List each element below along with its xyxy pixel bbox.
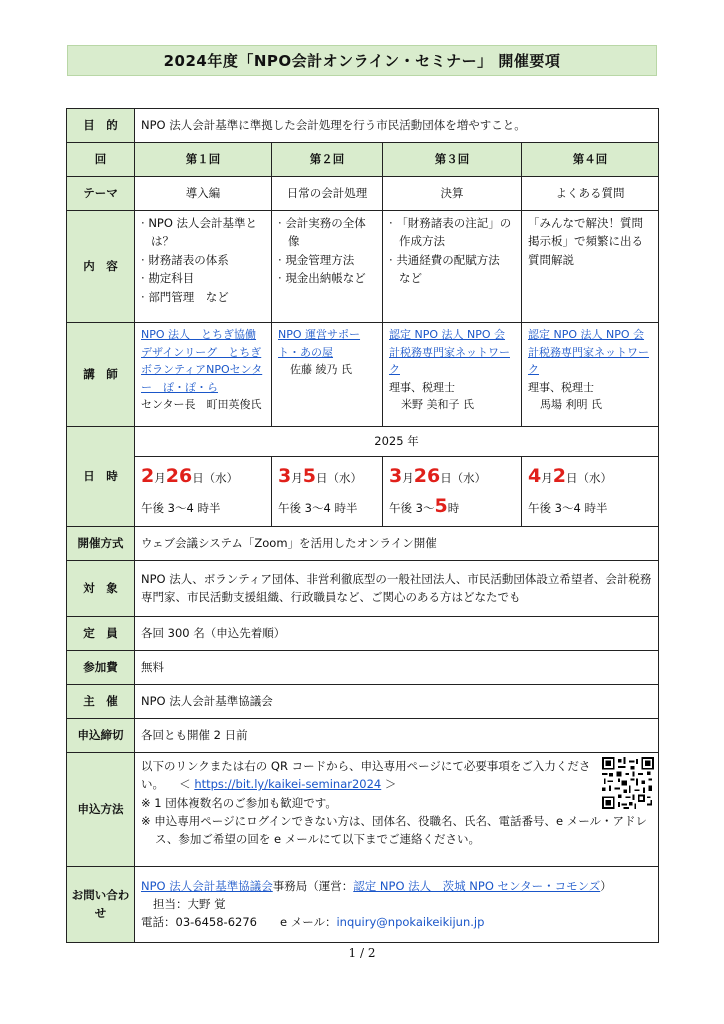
content-3-item: · 「財務諸表の注記」の作成方法: [389, 216, 512, 249]
note-mark: ※: [141, 813, 151, 828]
lecturer-3: [383, 323, 522, 427]
content-row: [67, 211, 659, 323]
date-1: [135, 457, 272, 527]
date-2-day: 5: [302, 465, 316, 487]
apply-note-1: [141, 794, 652, 812]
lecturer-1: [135, 323, 272, 427]
apply-line1: 以下のリンクまたは右の QR コードから、申込専用ページにて必要事項をご入力ください。: [141, 758, 591, 792]
lecturer-3-role: 理事、税理士: [389, 380, 455, 394]
page-title: [67, 45, 657, 76]
contact-email-link[interactable]: inquiry@npokaikeikijun.jp: [336, 915, 485, 930]
lecturer-4-role: 理事、税理士: [528, 380, 594, 394]
lecturer-label: 講 師: [67, 323, 135, 427]
date-label: 日 時: [67, 427, 135, 527]
seminar-table: [66, 108, 659, 943]
content-2: [272, 211, 383, 323]
lecturer-2: [272, 323, 383, 427]
apply-cell: [135, 752, 659, 866]
content-1: [135, 211, 272, 323]
apply-note-1-text: 1 団体複数名のご参加も歓迎です。: [154, 795, 337, 810]
lecturer-2-org[interactable]: NPO 運営サポート・あの屋: [278, 328, 361, 359]
date-2-time: 午後 3～4 時半: [278, 501, 358, 516]
theme-3: 決算: [383, 177, 522, 211]
date-4-day-unit: 日（水）: [565, 471, 612, 485]
date-4: [522, 457, 659, 527]
content-1-item-text: 勘定科目: [148, 271, 195, 286]
lecturer-row: [67, 323, 659, 427]
lecturer-1-person: センター長 町田英俊氏: [141, 398, 262, 412]
contact-operator-close: ）: [600, 878, 612, 893]
date-3: [383, 457, 522, 527]
content-1-item: · NPO 法人会計基準とは？: [141, 216, 258, 249]
content-2-item: · 現金出納帳など: [278, 271, 366, 286]
theme-2: 日常の会計処理: [272, 177, 383, 211]
contact-org-line: [141, 877, 652, 895]
fee-row: [67, 650, 659, 684]
lecturer-1-org[interactable]: NPO 法人 とちぎ協働デザインリーグ とちぎボランティアNPOセンター ぽ・ぽ・ら: [141, 328, 263, 394]
content-1-item-text: 財務諸表の体系: [148, 252, 229, 267]
content-1-item: · 財務諸表の体系: [141, 252, 229, 267]
organizer-text: NPO 法人会計基準協議会: [135, 684, 659, 718]
content-2-item-text: 現金出納帳など: [285, 271, 366, 286]
contact-person: 担当：大野 覚: [153, 897, 226, 912]
organizer-label: 主 催: [67, 684, 135, 718]
apply-note-2-text: 申込専用ページにログインできない方は、団体名、役職名、氏名、電話番号、e メール・アドレス、参加ご希望の回を e メールにて以下までご連絡ください。: [154, 813, 647, 847]
target-row: [67, 560, 659, 616]
format-label: 開催方式: [67, 526, 135, 560]
session-1-header: 第１回: [135, 143, 272, 177]
date-3-time-accent: 5: [434, 495, 448, 518]
contact-cell: [135, 866, 659, 942]
date-3-time-suffix: 時: [447, 501, 460, 516]
content-2-item: · 会計実務の全体像: [278, 216, 366, 249]
session-2-header: 第２回: [272, 143, 383, 177]
content-label: 内 容: [67, 211, 135, 323]
purpose-text: NPO 法人会計基準に準拠した会計処理を行う市民活動団体を増やすこと。: [135, 109, 659, 143]
fee-text: 無料: [135, 650, 659, 684]
contact-org-suffix: 事務局（運営：: [272, 878, 354, 893]
contact-phone-line: [141, 913, 652, 931]
lecturer-4: [522, 323, 659, 427]
format-row: [67, 526, 659, 560]
date-1-month-unit: 月: [154, 471, 166, 485]
content-3: [383, 211, 522, 323]
content-3-item: · 共通経費の配賦方法 など: [389, 252, 512, 286]
apply-row: [67, 752, 659, 866]
date-1-day: 26: [165, 465, 193, 487]
date-3-day-unit: 日（水）: [440, 471, 487, 485]
content-2-item-text: 現金管理方法: [285, 252, 355, 267]
date-1-day-unit: 日（水）: [192, 471, 239, 485]
date-3-month-unit: 月: [402, 471, 414, 485]
contact-label: お問い合わせ: [67, 866, 135, 942]
content-2-item-text: 会計実務の全体像: [285, 216, 366, 249]
content-1-item: · 部門管理 など: [141, 289, 229, 304]
session-label: 回: [67, 143, 135, 177]
apply-link-close: ＞: [384, 777, 397, 792]
date-2: [272, 457, 383, 527]
session-header-row: [67, 143, 659, 177]
apply-instruction: [141, 757, 652, 794]
date-1-time: 午後 3～4 時半: [141, 501, 221, 516]
date-2-month-unit: 月: [291, 471, 303, 485]
capacity-row: [67, 616, 659, 650]
capacity-text: 各回 300 名（申込先着順）: [135, 616, 659, 650]
date-year-row: [67, 427, 659, 457]
date-4-month-unit: 月: [541, 471, 553, 485]
date-3-month: 3: [389, 465, 403, 487]
date-2-month: 3: [278, 465, 292, 487]
content-3-item-text: 共通経費の配賦方法 など: [396, 252, 512, 286]
content-1-item-text: 部門管理 など: [148, 289, 229, 304]
qr-code-icon[interactable]: [602, 757, 654, 809]
theme-1: 導入編: [135, 177, 272, 211]
date-4-day: 2: [552, 465, 566, 487]
apply-note-2: [141, 812, 652, 849]
lecturer-2-person: 佐藤 綾乃 氏: [290, 363, 352, 377]
apply-label: 申込方法: [67, 752, 135, 866]
date-4-month: 4: [528, 465, 542, 487]
target-text: NPO 法人、ボランティア団体、非営利徹底型の一般社団法人、市民活動団体設立希望者、会計税務専門家、市民活動支援組織、行政職員など、ご関心のある方はどなたでも: [135, 560, 659, 616]
date-3-time: 午後 3～: [389, 501, 435, 516]
deadline-row: [67, 718, 659, 752]
theme-4: よくある質問: [522, 177, 659, 211]
date-4-time: 午後 3～4 時半: [528, 501, 608, 516]
content-4: 「みんなで解決！質問掲示板」で頻繁に出る質問解説: [522, 211, 659, 323]
session-3-header: 第３回: [383, 143, 522, 177]
apply-link[interactable]: https://bit.ly/kaikei-seminar2024: [194, 777, 382, 792]
apply-link-open: ＜: [179, 777, 191, 792]
lecturer-4-person: 馬場 利明 氏: [540, 398, 602, 412]
lecturer-3-person: 米野 美和子 氏: [401, 398, 474, 412]
contact-phone: 電話：03-6458-6276: [141, 915, 257, 930]
purpose-label: 目 的: [67, 109, 135, 143]
fee-label: 参加費: [67, 650, 135, 684]
content-1-item: · 勘定科目: [141, 271, 195, 286]
theme-row: [67, 177, 659, 211]
theme-label: テーマ: [67, 177, 135, 211]
date-row: [67, 457, 659, 527]
note-mark: ※: [141, 795, 151, 810]
date-1-month: 2: [141, 465, 155, 487]
format-text: ウェブ会議システム「Zoom」を活用したオンライン開催: [135, 526, 659, 560]
contact-operator-link[interactable]: 認定 NPO 法人 茨城 NPO センター・コモンズ: [353, 878, 601, 893]
lecturer-4-org[interactable]: 認定 NPO 法人 NPO 会計税務専門家ネットワーク: [528, 328, 649, 377]
page-title-text: 2024年度「NPO会計オンライン・セミナー」 開催要項: [163, 52, 561, 70]
lecturer-3-org[interactable]: 認定 NPO 法人 NPO 会計税務専門家ネットワーク: [389, 328, 510, 377]
page-number: 1 / 2: [348, 946, 376, 960]
contact-row: [67, 866, 659, 942]
purpose-row: [67, 109, 659, 143]
organizer-row: [67, 684, 659, 718]
session-4-header: 第４回: [522, 143, 659, 177]
date-3-day: 26: [413, 465, 441, 487]
content-3-item-text: 「財務諸表の注記」の作成方法: [396, 216, 512, 249]
date-year: 2025 年: [135, 427, 659, 457]
content-1-item-text: NPO 法人会計基準とは？: [148, 216, 258, 249]
date-2-day-unit: 日（水）: [315, 471, 362, 485]
deadline-text: 各回とも開催 2 日前: [135, 718, 659, 752]
contact-org-link[interactable]: NPO 法人会計基準協議会: [141, 878, 273, 893]
deadline-label: 申込締切: [67, 718, 135, 752]
content-2-item: · 現金管理方法: [278, 252, 355, 267]
target-label: 対 象: [67, 560, 135, 616]
contact-email-label: e メール：: [279, 915, 337, 930]
capacity-label: 定 員: [67, 616, 135, 650]
